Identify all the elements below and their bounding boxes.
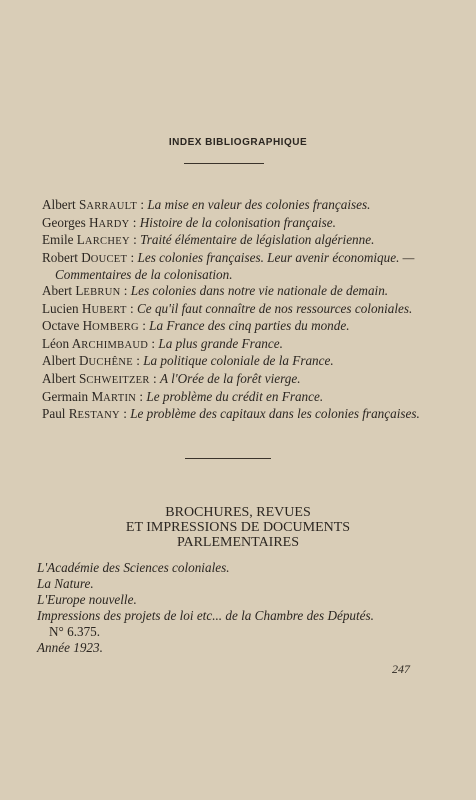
section-title-line: PARLEMENTAIRES xyxy=(176,535,300,550)
bibliography-entry xyxy=(42,353,422,371)
bibliography-entry xyxy=(42,389,422,407)
entry-title: La politique coloniale de la France. xyxy=(143,353,334,369)
author-last-name: DOUCET xyxy=(81,249,128,265)
entry-title: Les colonies françaises. Leur avenir économique. — Commentaires de la colonisation. xyxy=(55,249,415,283)
entry-author xyxy=(42,336,158,351)
page-number: 247 xyxy=(392,662,410,676)
entry-author xyxy=(42,318,149,333)
entry-author xyxy=(42,353,143,368)
author-last-name: LARCHEY xyxy=(76,232,130,248)
entry-title: La mise en valeur des colonies françaises. xyxy=(147,197,371,212)
entry-author xyxy=(42,371,160,386)
bibliography-entry xyxy=(42,197,422,215)
author-first-name: Léon xyxy=(42,335,70,351)
entry-separator: : xyxy=(133,232,137,248)
section-title-line: ET IMPRESSIONS DE DOCUMENTS xyxy=(125,520,351,535)
page-heading: INDEX BIBLIOGRAPHIQUE xyxy=(168,137,308,148)
bibliography-entry xyxy=(42,406,422,424)
entry-author xyxy=(42,250,138,265)
author-last-name: MARTIN xyxy=(91,388,137,404)
entry-separator: : xyxy=(136,353,140,369)
entry-separator: : xyxy=(140,197,145,212)
entry-author xyxy=(42,215,140,230)
document-item: L'Académie des Sciences coloniales. xyxy=(37,560,230,575)
bibliography-list xyxy=(42,197,422,424)
author-last-name: DUCHÊNE xyxy=(79,353,133,369)
bibliography-entry xyxy=(42,336,422,354)
bibliography-entry xyxy=(42,318,422,336)
entry-title: Traité élémentaire de législation algérienne. xyxy=(140,232,375,248)
author-first-name: Georges xyxy=(42,214,86,230)
entry-title: Le problème des capitaux dans les colonies françaises. xyxy=(130,406,420,422)
author-first-name: Octave xyxy=(42,318,80,334)
bibliography-entry xyxy=(42,283,422,301)
entry-title: Ce qu'il faut connaître de nos ressources coloniales. xyxy=(137,300,413,316)
author-last-name: LEBRUN xyxy=(75,282,121,298)
author-last-name: ARCHIMBAUD xyxy=(71,335,149,351)
entry-title: Les colonies dans notre vie nationale de demain. xyxy=(130,282,389,298)
entry-title: Histoire de la colonisation française. xyxy=(139,214,336,230)
entry-separator: : xyxy=(123,406,127,422)
entry-author xyxy=(42,406,130,421)
entry-separator: : xyxy=(139,388,144,404)
author-first-name: Albert xyxy=(42,353,76,369)
author-first-name: Lucien xyxy=(42,300,79,316)
entry-author xyxy=(42,301,137,316)
entry-separator: : xyxy=(130,300,134,316)
author-last-name: SCHWEITZER xyxy=(79,370,150,386)
entry-author xyxy=(42,232,140,247)
author-last-name: HARDY xyxy=(89,214,130,230)
entry-title: La plus grande France. xyxy=(158,335,283,351)
author-last-name: RESTANY xyxy=(68,406,120,422)
author-last-name: HOMBERG xyxy=(82,318,139,334)
entry-separator: : xyxy=(151,335,156,351)
entry-separator: : xyxy=(130,249,135,265)
entry-author xyxy=(42,283,131,298)
entry-title: A l'Orée de la forêt vierge. xyxy=(159,370,301,386)
bibliography-entry xyxy=(42,301,422,319)
section-divider xyxy=(185,458,271,459)
section-title-line: BROCHURES, REVUES xyxy=(165,505,311,520)
author-first-name: Albert xyxy=(42,370,76,386)
author-last-name: SARRAULT xyxy=(79,197,138,212)
entry-separator: : xyxy=(153,370,157,386)
author-first-name: Emile xyxy=(42,232,74,248)
author-first-name: Robert xyxy=(42,249,78,265)
bibliography-entry xyxy=(42,215,422,233)
documents-list xyxy=(37,560,427,656)
bibliography-entry xyxy=(42,232,422,250)
bibliography-entry xyxy=(42,371,422,389)
author-first-name: Albert xyxy=(42,197,76,212)
document-item: L'Europe nouvelle. xyxy=(37,592,137,607)
entry-title: Le problème du crédit en France. xyxy=(146,388,324,404)
entry-title: La France des cinq parties du monde. xyxy=(149,318,350,334)
entry-author xyxy=(42,389,146,404)
document-item: N° 6.375. xyxy=(49,624,101,639)
entry-separator: : xyxy=(123,282,128,298)
heading-rule xyxy=(184,163,264,164)
entry-separator: : xyxy=(142,318,146,334)
author-last-name: HUBERT xyxy=(81,300,127,316)
bibliography-entry xyxy=(42,250,422,283)
author-first-name: Abert xyxy=(42,282,73,298)
author-first-name: Germain xyxy=(42,388,89,404)
section-title xyxy=(0,505,476,550)
entry-separator: : xyxy=(132,214,137,230)
entry-author xyxy=(42,197,147,212)
document-item: Année 1923. xyxy=(37,640,103,655)
author-first-name: Paul xyxy=(42,406,66,422)
document-item: Impressions des projets de loi etc... de la Chambre des Députés. xyxy=(37,608,374,623)
document-item: La Nature. xyxy=(37,576,94,591)
